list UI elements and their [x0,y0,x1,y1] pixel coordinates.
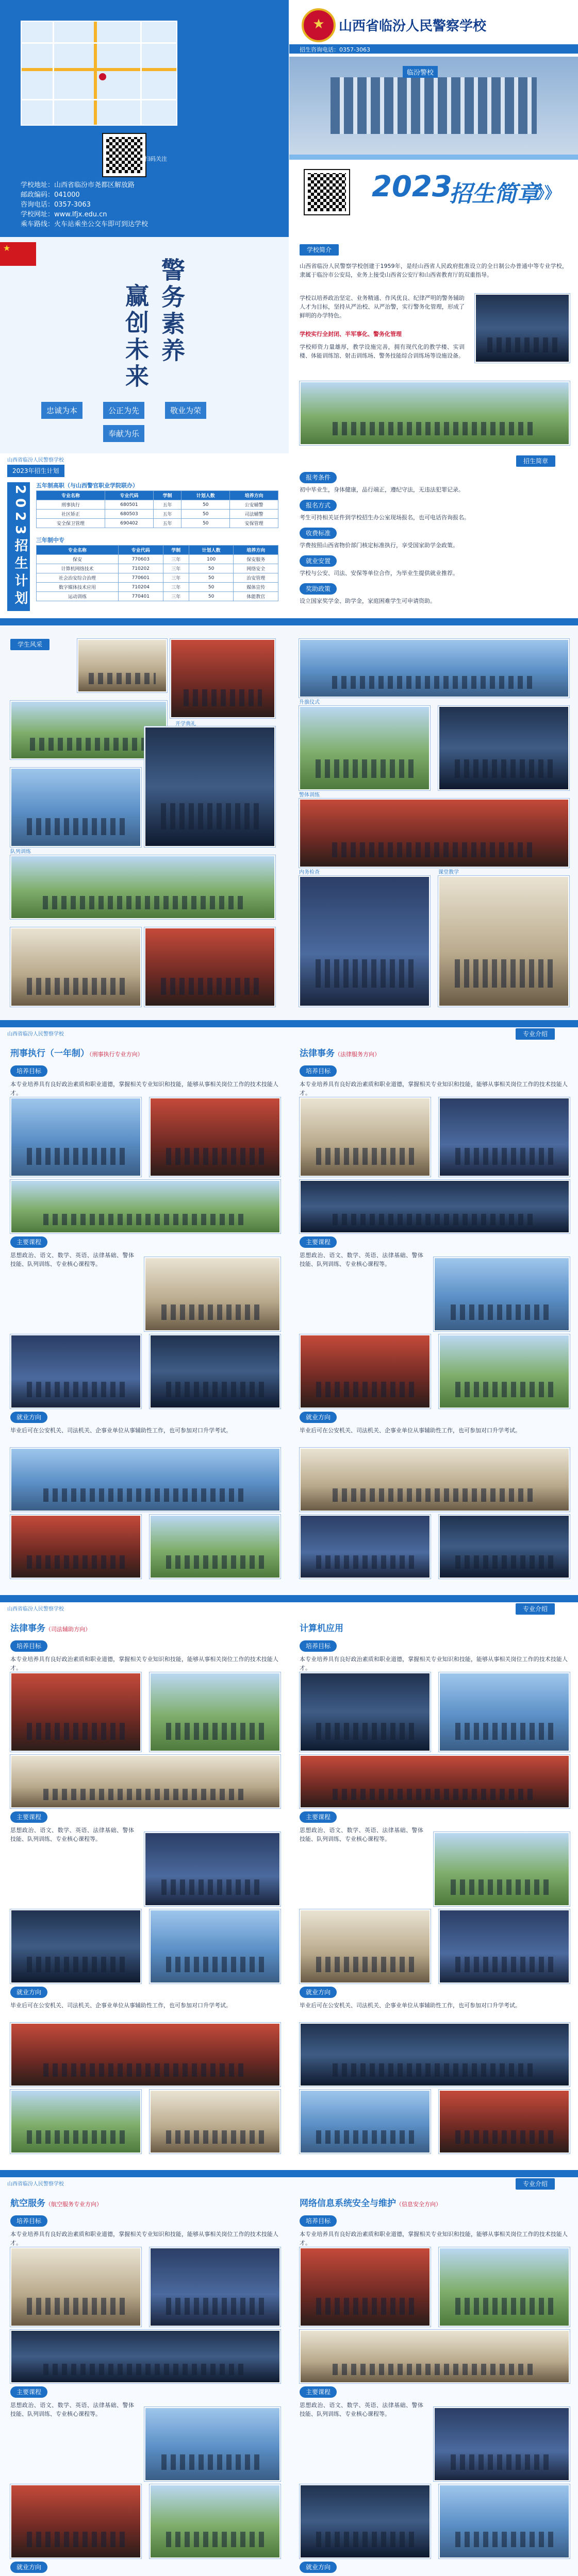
major-block-text: 毕业后可在公安机关、司法机关、企事业单位从事辅助性工作，也可参加对口升学考试。 [300,2002,521,2009]
note-title-5: 奖助政策 [300,583,337,595]
slogan-panel [0,237,289,453]
cell: 50 [189,564,234,573]
table2-title: 三年制中专 [36,537,64,544]
intro-paragraph-3: 学校师资力量雄厚，教学设施完善，拥有现代化的教学楼、实训楼、体能训练馆、射击训练场、警务技能综合训练场等设施设备。 [300,344,465,359]
intro-paragraph-2: 学校以培养政治坚定、业务精通、作风优良、纪律严明的警务辅助人才为目标，坚持从严治校、从严治警，实行警务化管理，形成了鲜明的办学特色。 [300,295,465,319]
campus-photo-4 [10,768,141,847]
motto-1: 忠诚为本 [41,402,82,419]
major-title-text: 刑事执行（一年制） [10,1048,89,1059]
major-photo [144,1832,280,1906]
major-block-title: 培养目标 [10,2215,47,2227]
table-row [37,592,278,601]
contact-line: 邮政编码：041000 [21,191,80,199]
table-row [37,555,278,564]
cell: 五年 [153,500,181,510]
cover-arrows: 》》 [537,184,560,202]
major-title-text: 法律事务 [300,1048,335,1059]
major-block-title: 主要课程 [10,1236,47,1248]
location-map [21,21,177,126]
cell: 100 [189,555,234,564]
major-photo [439,1097,570,1177]
table-row [37,564,278,573]
major-block-title: 主要课程 [10,2386,47,2398]
plan-header: 2023年招生计划 [7,465,64,477]
cell: 五年 [153,519,181,528]
major-photo [434,2407,570,2481]
photo-caption: 警体训练 [299,792,320,798]
campus-photo-3 [10,701,167,759]
major-photo [439,1672,570,1752]
plan-year-vertical: 2023招生计划 [7,482,30,611]
major-title [300,1046,380,1059]
col-header: 学制 [153,491,181,500]
major-block-title: 主要课程 [10,1811,47,1823]
major-title-text: 网络信息系统安全与维护 [300,2198,396,2209]
campus-photo-14 [438,876,569,1007]
campus-photo [475,294,570,363]
major-photo [144,1257,280,1331]
majors-section [0,1020,578,2576]
note-title-3: 收费标准 [300,528,337,539]
major-photo [150,1909,280,1984]
spread-top-strip [0,1595,578,1602]
major-photo [300,1909,431,1984]
plan-table-panel [0,453,289,618]
major-block-text: 本专业培养具有良好政治素质和职业道德，掌握相关专业知识和技能，能够从事相关岗位工作的技术技能人才。 [300,1656,568,1671]
major-block-text: 毕业后可在公安机关、司法机关、企事业单位从事辅助性工作，也可参加对口升学考试。 [10,2002,232,2009]
cell: 安保管理 [230,519,278,528]
major-photo [150,2090,280,2154]
spread-footer-tag: 专业介绍 [516,2178,555,2190]
campus-spread [0,618,578,1020]
campus-photo-5 [144,726,275,847]
note-text-2: 考生可持相关证件到学校招生办公室现场报名，也可电话咨询报名。 [300,514,470,521]
major-photo [300,1448,570,1512]
campus-photo-11 [438,706,569,790]
major-photo [300,2247,431,2327]
major-page [0,1616,289,2160]
col-header: 计划人数 [189,546,234,555]
major-block-title: 主要课程 [300,1811,337,1823]
major-photo [150,1515,280,1579]
col-header: 计划人数 [181,491,230,500]
intro-panel [289,237,578,453]
major-block-text: 思想政治、语文、数学、英语、法律基础、警体技能、队列训练、专业核心课程等。 [300,1252,423,1267]
col-header: 专业代码 [118,546,163,555]
note-title-2: 报名方式 [300,500,337,511]
major-photo [300,2023,570,2087]
cell: 三年 [163,573,189,583]
slogan-1: 警务素养 [158,258,186,365]
cell: 五年 [153,510,181,519]
major-page [289,1041,578,1585]
major-photo [10,2247,141,2327]
table-row [37,500,278,510]
note-text-3: 学费按照山西省物价部门核定标准执行，享受国家助学金政策。 [300,542,458,549]
cell: 司法辅警 [230,510,278,519]
plan-spread [0,453,578,618]
major-block-text: 毕业后可在公安机关、司法机关、企事业单位从事辅助性工作，也可参加对口升学考试。 [300,1427,521,1434]
major-photo [150,1097,280,1177]
campus-photo-12 [299,799,569,868]
col-header: 培养方向 [230,491,278,500]
major-subtitle: （刑事执行专业方向） [89,1051,143,1058]
major-photo [439,2090,570,2154]
footer-tag: 招生简章 [516,455,555,467]
police-emblem-icon [302,8,336,42]
major-block-title: 就业方向 [300,1412,337,1423]
cell: 770401 [118,592,163,601]
note-title-4: 就业安置 [300,555,337,567]
qr-code[interactable] [103,134,145,176]
cell: 治安管理 [234,573,278,583]
cover-back-panel [0,0,289,237]
major-block-title: 培养目标 [300,1065,337,1077]
parade-photo [300,381,570,445]
motto-2: 公正为先 [103,402,144,419]
table-row [37,573,278,583]
major-page [0,2191,289,2576]
motto-4: 奉献为乐 [103,425,144,442]
major-photo [10,1515,141,1579]
major-photo [300,2484,431,2558]
note-text-5: 设立国家奖学金、助学金，家庭困难学生可申请资助。 [300,598,436,604]
major-block-text: 思想政治、语文、数学、英语、法律基础、警体技能、队列训练、专业核心课程等。 [10,2402,134,2417]
major-photo [300,1515,431,1579]
major-block-title: 就业方向 [300,2562,337,2573]
major-photo [10,2484,141,2558]
col-header: 专业代码 [105,491,154,500]
cell: 50 [189,573,234,583]
note-text-4: 学校与公安、司法、安保等单位合作，为毕业生提供就业推荐。 [300,570,458,577]
major-title [300,1621,343,1634]
cover-front-panel [289,0,578,237]
cell: 三年 [163,583,189,592]
campus-photo-13 [299,876,430,1007]
major-block-text: 毕业后可在公安机关、司法机关、企事业单位从事辅助性工作，也可参加对口升学考试。 [10,1427,232,1434]
school-name: 山西省临汾人民警察学校 [339,19,487,34]
major-title [10,2196,102,2209]
phone-line: 招生咨询电话：0357-3063 [300,46,370,53]
cell: 690402 [105,519,154,528]
motto-3: 敬业为荣 [165,402,206,419]
major-block-title: 培养目标 [10,1640,47,1652]
major-photo [150,2484,280,2558]
flag-icon [0,242,36,266]
intro-highlight: 学校实行全封闭、半军事化、警务化管理 [300,331,402,337]
major-subtitle: （法律服务方向） [335,1051,380,1058]
campus-photo-8 [144,927,275,1007]
intro-spread [0,237,578,453]
major-photo [10,1180,280,1233]
cell: 50 [181,500,230,510]
major-block-text: 本专业培养具有良好政治素质和职业道德，掌握相关专业知识和技能，能够从事相关岗位工作的技术技能人才。 [300,2231,568,2246]
major-block-text: 本专业培养具有良好政治素质和职业道德，掌握相关专业知识和技能，能够从事相关岗位工作的技术技能人才。 [10,1656,278,1671]
cell: 体能教官 [234,592,278,601]
cell: 三年 [163,592,189,601]
spread-footer-school: 山西省临汾人民警察学校 [7,2181,64,2187]
cell: 50 [181,510,230,519]
campus-photo-7 [10,927,141,1007]
major-photo [439,2247,570,2327]
major-block-text: 本专业培养具有良好政治素质和职业道德，掌握相关专业知识和技能，能够从事相关岗位工作的技术技能人才。 [10,2231,278,2246]
col-header: 专业名称 [37,546,119,555]
major-title [300,2196,441,2209]
major-block-text: 思想政治、语文、数学、英语、法律基础、警体技能、队列训练、专业核心课程等。 [300,1827,423,1842]
major-photo [10,1672,141,1752]
major-photo [439,1909,570,1984]
photo-caption: 课堂教学 [438,870,459,875]
campus-photo-9 [299,639,569,698]
major-block-text: 思想政治、语文、数学、英语、法律基础、警体技能、队列训练、专业核心课程等。 [10,1827,134,1842]
campus-photo-2 [170,639,275,718]
major-photo [300,1334,431,1409]
contact-line: 乘车路线：火车站乘坐公交车即可到达学校 [21,221,148,228]
cell: 三年 [163,555,189,564]
major-photo [10,1097,141,1177]
major-photo [150,1672,280,1752]
major-photo [434,1257,570,1331]
spread-top-strip [0,1020,578,1027]
major-photo [144,2407,280,2481]
cell: 50 [189,583,234,592]
top-strip [0,618,578,625]
major-block-title: 就业方向 [300,1987,337,1998]
cover-title: 招生简章 [449,181,540,207]
cell: 770601 [118,573,163,583]
major-title [10,1621,91,1634]
cell: 710204 [118,583,163,592]
major-spread [0,1020,578,1595]
cell: 680501 [105,500,154,510]
major-photo [300,1097,431,1177]
major-title-text: 计算机应用 [300,1623,343,1634]
major-block-text: 本专业培养具有良好政治素质和职业道德，掌握相关专业知识和技能，能够从事相关岗位工作的技术技能人才。 [300,1081,568,1096]
intro-paragraph-1: 山西省临汾人民警察学校创建于1959年，是经山西省人民政府批准设立的全日制公办普通中等专业学校，隶属于临汾市公安局，业务上接受山西省公安厅和山西省教育厅的双重指导。 [300,263,568,278]
cell: 社会治安综合治理 [37,573,119,583]
cell: 保安服务 [234,555,278,564]
photo-caption: 内务检查 [299,870,320,875]
note-text-1: 初中毕业生，身体健康，品行端正，遵纪守法，无违法犯罪记录。 [300,486,464,493]
major-photo [300,1672,431,1752]
major-photo [300,1755,570,1808]
major-photo [10,2330,280,2383]
major-subtitle: （航空服务专业方向） [45,2201,102,2208]
major-block-text: 思想政治、语文、数学、英语、法律基础、警体技能、队列训练、专业核心课程等。 [10,1252,134,1267]
intro-header: 学校简介 [300,244,339,256]
cell: 三年 [163,564,189,573]
spread-top-strip [0,2170,578,2177]
major-block-title: 就业方向 [10,1412,47,1423]
table-row [37,583,278,592]
cell: 50 [189,592,234,601]
cell: 50 [181,519,230,528]
major-block-title: 就业方向 [10,1987,47,1998]
school-building-photo [289,57,578,155]
major-photo [300,2330,570,2383]
major-subtitle: （信息安全方向） [396,2201,441,2208]
plan-notes-panel [289,453,578,618]
major-photo [439,1334,570,1409]
major-photo [10,1909,141,1984]
major-block-text: 思想政治、语文、数学、英语、法律基础、警体技能、队列训练、专业核心课程等。 [300,2402,423,2417]
cell: 680503 [105,510,154,519]
contact-line: 学校地址：山西省临汾市尧都区解放路 [21,181,135,189]
map-pin-icon [99,73,106,80]
cover-qr-code[interactable] [305,170,349,214]
major-photo [439,1515,570,1579]
note-title-1: 报考条件 [300,472,337,483]
cell: 安全保卫管理 [37,519,105,528]
deco-band [289,155,578,160]
photo-caption: 队列训练 [10,849,31,855]
col-header: 培养方向 [234,546,278,555]
cell: 710202 [118,564,163,573]
major-subtitle: （司法辅助方向） [45,1626,91,1633]
major-photo [300,1180,570,1233]
campus-photo-10 [299,706,430,790]
major-photo [10,1755,280,1808]
major-spread [0,2170,578,2576]
major-photo [10,1334,141,1409]
col-header: 学制 [163,546,189,555]
major-photo [150,2247,280,2327]
photo-caption: 开学典礼 [175,721,196,727]
cell: 770603 [118,555,163,564]
major-page [289,2191,578,2576]
major-spread [0,1595,578,2170]
major-photo [10,1448,280,1512]
building-sign: 临汾警校 [403,66,438,78]
table1-title: 五年制高职（与山西警官职业学院联办） [36,482,138,489]
cell: 保安 [37,555,119,564]
major-block-text: 本专业培养具有良好政治素质和职业道德，掌握相关专业知识和技能，能够从事相关岗位工作的技术技能人才。 [10,1081,278,1096]
cell: 数字媒体技术应用 [37,583,119,592]
major-photo [150,1334,280,1409]
photo-caption: 升旗仪式 [299,700,320,705]
campus-photo-1 [77,639,167,692]
major-block-title: 培养目标 [300,1640,337,1652]
spread-footer-school: 山西省临汾人民警察学校 [7,1031,64,1037]
cover-year: 2023 [372,170,452,204]
slogan-2: 赢创未来 [122,283,150,391]
plan-table-1 [36,490,278,528]
major-page [0,1041,289,1585]
major-photo [10,2090,141,2154]
table-row [37,519,278,528]
plan-table-2 [36,545,278,601]
campus-photo-6 [10,855,275,919]
major-page [289,1616,578,2160]
major-block-title: 培养目标 [300,2215,337,2227]
col-header: 专业名称 [37,491,105,500]
spread-footer-tag: 专业介绍 [516,1603,555,1615]
major-title-text: 航空服务 [10,2198,45,2209]
major-photo [439,2484,570,2558]
qr-label: 扫码关注 [144,156,167,162]
cell: 媒体宣传 [234,583,278,592]
spread-footer-tag: 专业介绍 [516,1028,555,1040]
major-block-title: 主要课程 [300,2386,337,2398]
left-footer-school: 山西省临汾人民警察学校 [7,457,64,463]
major-photo [10,2023,280,2087]
cover-spread [0,0,578,237]
campus-header: 学生风采 [10,639,49,650]
major-photo [434,1832,570,1906]
major-block-title: 主要课程 [300,1236,337,1248]
cell: 社区矫正 [37,510,105,519]
major-photo [300,2090,431,2154]
cell: 计算机网络技术 [37,564,119,573]
cell: 运动训练 [37,592,119,601]
contact-line: 咨询电话：0357-3063 [21,201,91,209]
contact-line: 学校网址：www.lfjx.edu.cn [21,211,107,218]
table-row [37,510,278,519]
major-block-title: 就业方向 [10,2562,47,2573]
cell: 刑事执行 [37,500,105,510]
major-title-text: 法律事务 [10,1623,45,1634]
major-title [10,1046,143,1059]
spread-footer-school: 山西省临汾人民警察学校 [7,1606,64,1612]
major-block-title: 培养目标 [10,1065,47,1077]
contact-info [21,180,268,229]
cell: 公安辅警 [230,500,278,510]
cell: 网络安全 [234,564,278,573]
